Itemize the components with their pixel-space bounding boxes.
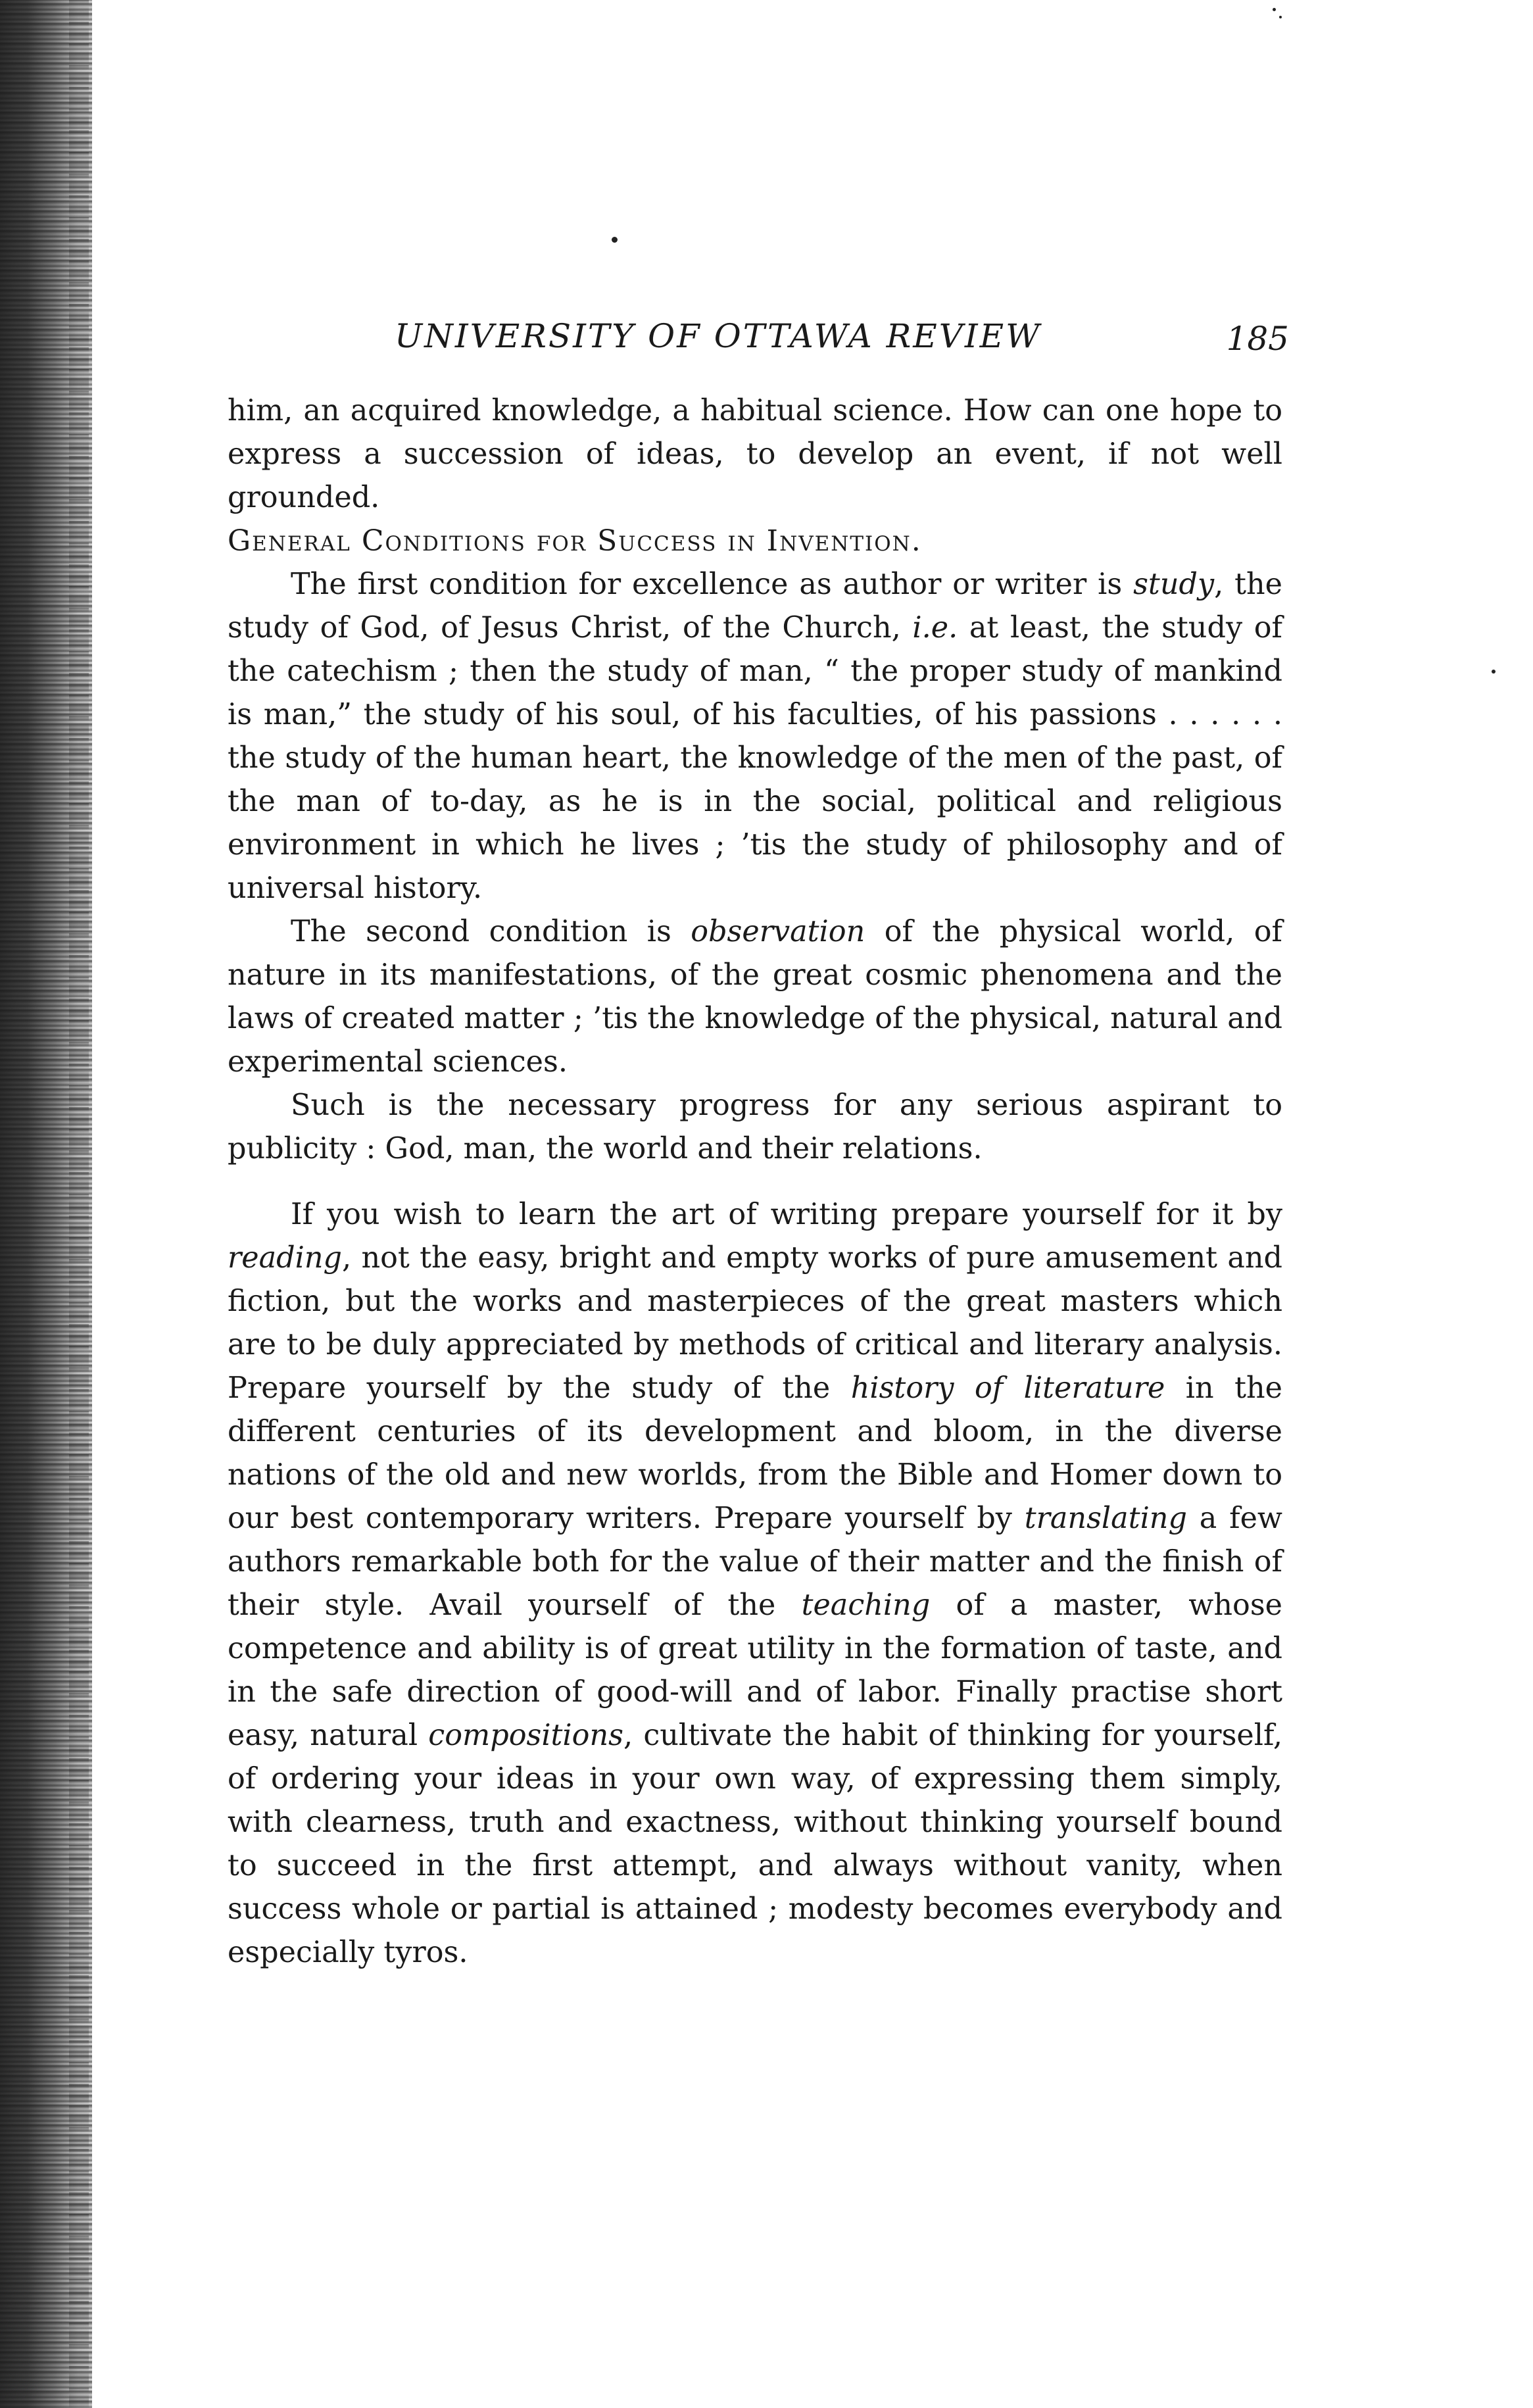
- emphasis-teaching: teaching: [801, 1588, 931, 1622]
- text-run: , cultivate the habit of thinking for yourself, of ordering your ideas in your own way, of expressing them simply, with clearness, truth and exactness, without thinking yourself bound to succeed in the first attempt, and always without vanity, when success whole or partial is attained ; modesty becomes everybody and especially tyros.: [228, 1719, 1282, 1969]
- text-run: If you wish to learn the art of writing prepare yourself for it by: [291, 1198, 1282, 1231]
- text-run: The first condition for excellence as author or writer is: [291, 568, 1134, 601]
- text-run: at least, the study of the catechism ; then the study of man, “ the proper study of mankind is man,” the study of his soul, of his faculties, of his passions . . . . . . the study of the human heart, the knowledge of the men of the past, of the man of to-day, as he is in the social, political and religious environment in which he lives ; ’tis the study of philosophy and of universal history.: [228, 611, 1282, 905]
- emphasis-reading: reading: [228, 1241, 343, 1275]
- scan-speck: [1492, 670, 1496, 674]
- emphasis-compositions: compositions: [428, 1719, 623, 1752]
- text-run: of the physical world, of nature in its manifestations, of the great cosmic phenomena and the laws of created matter ; ’tis the knowledge of the physical, natural and experimental sciences.: [228, 915, 1283, 1079]
- page-number: 185: [1226, 320, 1289, 358]
- emphasis-observation: observation: [691, 915, 865, 948]
- text-run: a few authors remarkable both for the value of their matter and the finish of their style. Avail yourself of the: [228, 1502, 1282, 1622]
- running-header: [395, 317, 1289, 370]
- section-heading: General Conditions for Success in Invention.: [228, 524, 922, 558]
- text-run: , the study of God, of Jesus Christ, of the Church,: [228, 568, 1283, 645]
- text-run: The second condition is: [291, 915, 691, 948]
- paragraph-continuation: him, an acquired knowledge, a habitual science. How can one hope to express a succession of ideas, to develop an event, if not well grounded.: [228, 394, 1282, 514]
- paragraph-progress: Such is the necessary progress for any serious aspirant to publicity : God, man, the world and their relations.: [228, 1089, 1282, 1166]
- scan-speck: [612, 237, 618, 243]
- emphasis-study: study: [1133, 568, 1215, 601]
- emphasis-history-of-literature: history of literature: [850, 1371, 1165, 1405]
- scan-speck: [1273, 8, 1276, 11]
- paragraph-first-condition: [228, 563, 1282, 910]
- paragraph-second-condition: [228, 910, 1282, 1084]
- scan-speck: [1279, 16, 1282, 18]
- binding-shadow: [69, 0, 89, 2408]
- emphasis-translating: translating: [1024, 1502, 1187, 1535]
- paragraph-art-of-writing: [228, 1193, 1282, 1975]
- page-body: [228, 389, 1282, 1975]
- text-run: of a master, whose competence and ability is of great utility in the formation of taste, and in the safe direction of good-will and of labor. Finally practise short easy, natural: [228, 1588, 1282, 1752]
- emphasis-ie: i.e.: [912, 611, 958, 645]
- text-run: , not the easy, bright and empty works of pure amusement and fiction, but the works and masterpieces of the great masters which are to be duly appreciated by methods of critical and literary analysis. Prepare yourself by the study of the: [228, 1241, 1282, 1405]
- journal-title: UNIVERSITY OF OTTAWA REVIEW: [395, 317, 1042, 355]
- text-run: in the different centuries of its development and bloom, in the diverse nations of the old and new worlds, from the Bible and Homer down to our best contemporary writers. Prepare yourself by: [228, 1371, 1282, 1535]
